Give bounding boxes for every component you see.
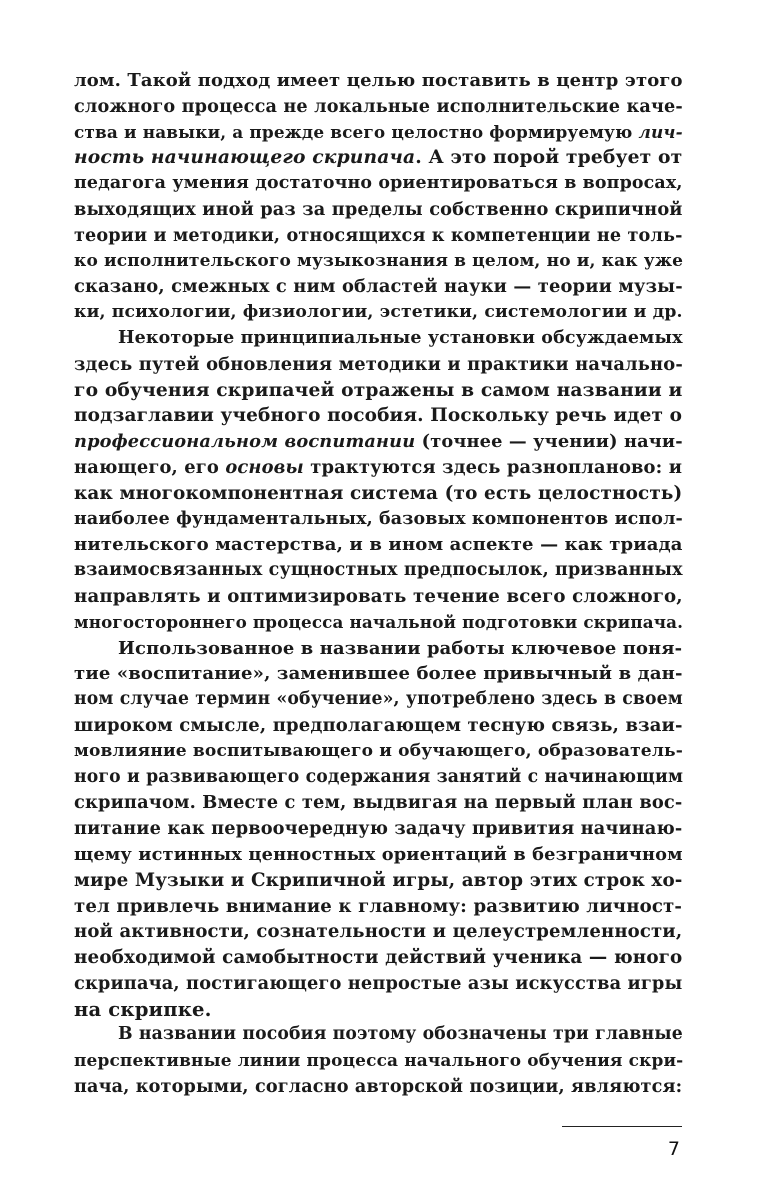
text-line [74,249,682,275]
text-line [74,1048,682,1074]
text-run: В названии пособия поэтому обозначены три главные [118,1024,683,1045]
text-line [74,790,682,816]
text-line [74,661,682,687]
text-line [74,429,682,455]
text-run: нающего, его [74,456,226,478]
text-run: сказано, смежных с ним областей науки — теории музы- [74,276,683,298]
text-run: на скрипке. [74,997,212,1021]
text-line [74,403,682,429]
text-run: Использованное в названии работы ключевое поня- [118,637,683,659]
italic-text: ность начинающего скрипача [74,146,416,169]
text-run: широком смысле, предполагающем тесную связь, взаи- [74,714,683,736]
paragraph [74,68,682,326]
text-run: как многокомпонентная система (то есть целостность) [74,482,683,504]
text-line [74,739,682,765]
text-line [74,352,682,378]
text-line [74,816,682,842]
text-run: трактуются здесь разнопланово: и [303,456,683,478]
text-run: питание как первоочередную задачу привития начинаю- [74,818,683,840]
text-line [74,919,682,945]
text-run: выходящих иной раз за пределы собственно скрипичной [74,198,683,220]
text-line [74,532,682,558]
page-number: 7 [667,1138,680,1160]
text-line [74,971,682,997]
paragraph [74,326,682,636]
text-run: педагога умения достаточно ориентироваться в вопросах, [74,173,683,194]
text-run: щему истинных ценностных ориентаций в безграничном [74,843,683,865]
text-run: подзаглавии учебного пособия. Поскольку речь идет о [74,405,683,427]
text-run: мире Музыки и Скрипичной игры, автор этих строк хо- [74,869,683,891]
text-line [74,713,682,739]
text-run: ного и развивающего содержания занятий с начинающим [74,766,684,787]
text-run: ко исполнительского музыкознания в целом, но и, как уже [74,250,684,271]
paragraph [74,1022,682,1099]
text-line [74,997,682,1023]
text-line [74,300,682,326]
text-line [74,842,682,868]
text-run: тел привлечь внимание к главному: развитию личност- [74,895,683,917]
text-line [74,94,682,120]
italic-text: лич- [638,121,683,142]
text-run: лом. Такой подход имеет целью поставить в центр этого [74,70,683,91]
text-line [74,274,682,300]
text-run: ном случае термин «обучение», употреблено здесь в своем [74,689,683,710]
text-line [74,894,682,920]
text-line [74,558,682,584]
text-run: теории и методики, относящихся к компетенции не толь- [74,224,683,246]
text-line [74,765,682,791]
text-run: взаимосвязанных сущностных предпосылок, призванных [74,560,683,581]
text-run: наиболее фундаментальных, базовых компонентов испол- [74,508,683,529]
text-run: тие «воспитание», заменившее более привычный в дан- [74,663,683,685]
text-line [74,223,682,249]
text-line [74,455,682,481]
text-line [74,68,682,94]
text-run: Некоторые принципиальные установки обсуждаемых [118,327,683,348]
text-run: скрипачом. Вместе с тем, выдвигая на первый план вос- [74,792,683,814]
text-run: здесь путей обновления методики и практики начально- [74,353,683,375]
text-line [74,687,682,713]
text-run: нительского мастерства, и в ином аспекте — как триада [74,534,683,556]
text-run: пача, которыми, согласно авторской позиции, являются: [74,1076,683,1098]
text-run: ства и навыки, а прежде всего целостно формируемую [74,121,639,142]
text-run: ной активности, сознательности и целеустремленности, [74,921,683,943]
text-run: мовлияние воспитывающего и обучающего, образователь- [74,740,683,761]
text-line [74,610,682,636]
text-line [74,1074,682,1100]
text-line [74,326,682,352]
text-line [74,197,682,223]
text-run: направлять и оптимизировать течение всего сложного, [74,585,683,607]
text-line [74,171,682,197]
text-run: ки, психологии, физиологии, эстетики, системологии и др. [74,302,683,323]
paragraph [74,636,682,1023]
text-run: необходимой самобытности действий ученика — юного [74,947,683,969]
body-text [74,68,682,1100]
text-line [74,481,682,507]
text-run: (точнее — учении) начи- [415,431,683,453]
text-line [74,145,682,171]
text-run: сложного процесса не локальные исполнительские каче- [74,95,683,117]
text-line [74,636,682,662]
text-line [74,120,682,146]
text-run: го обучения скрипачей отражены в самом названии и [74,378,683,401]
text-run: скрипача, постигающего непростые азы искусства игры [74,972,683,994]
text-line [74,507,682,533]
italic-text: основы [225,456,304,478]
italic-text: профессиональном воспитании [74,431,416,453]
footer-rule [562,1126,682,1127]
text-line [74,378,682,404]
text-line [74,584,682,610]
text-run: многостороннего процесса начальной подготовки скрипача. [74,611,684,632]
text-run: . А это порой требует от [415,146,683,169]
text-line [74,1022,682,1048]
text-line [74,945,682,971]
text-run: перспективные линии процесса начального обучения скри- [74,1050,684,1071]
text-line [74,868,682,894]
